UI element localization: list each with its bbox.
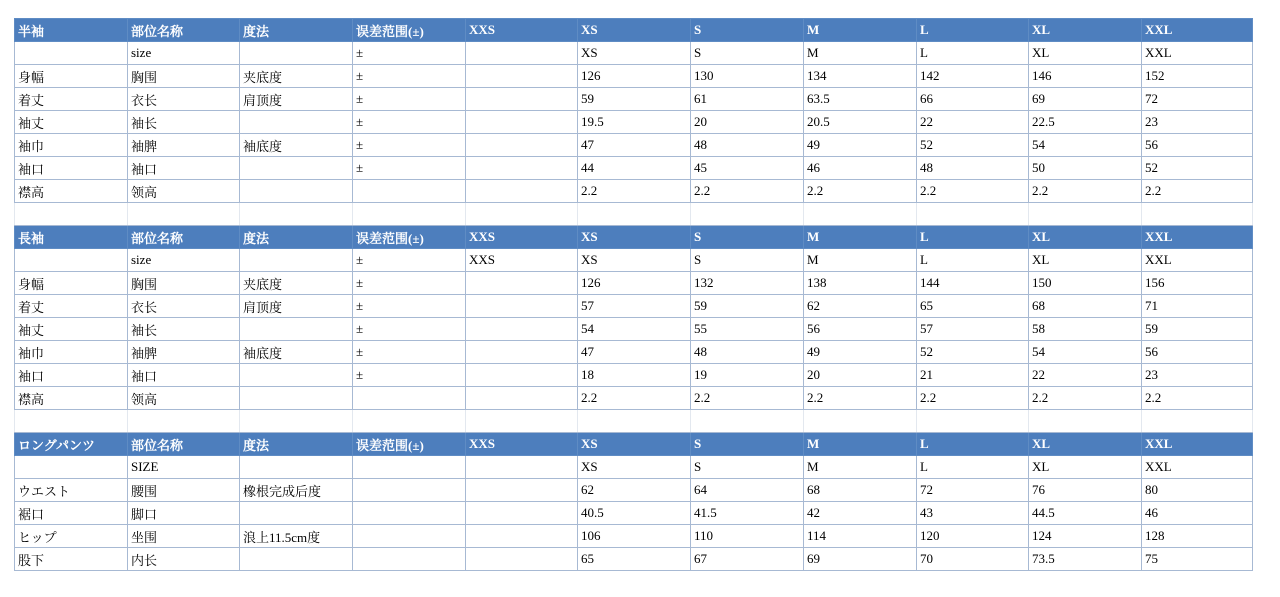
table-cell[interactable]: 106 xyxy=(578,525,691,548)
table-cell[interactable]: 68 xyxy=(804,479,917,502)
table-cell[interactable]: 18 xyxy=(578,364,691,387)
table-row xyxy=(15,341,1253,364)
table-cell[interactable] xyxy=(240,42,353,65)
table-header-row xyxy=(15,19,1253,42)
table-cell[interactable]: 56 xyxy=(1142,134,1253,157)
table-cell[interactable]: 126 xyxy=(578,272,691,295)
table-cell[interactable] xyxy=(240,502,353,525)
table-cell[interactable]: 领高 xyxy=(128,180,240,203)
table-row xyxy=(15,456,1253,479)
table-cell[interactable]: ヒップ xyxy=(15,525,128,548)
table-cell[interactable]: 袖丈 xyxy=(15,111,128,134)
table-cell[interactable]: ± xyxy=(353,111,466,134)
table-cell[interactable]: 2.2 xyxy=(578,180,691,203)
table-cell[interactable]: 62 xyxy=(804,295,917,318)
header-cell[interactable]: XXS xyxy=(466,226,578,249)
table-cell[interactable]: 袖脾 xyxy=(128,134,240,157)
table-row xyxy=(15,387,1253,410)
table-cell[interactable]: 43 xyxy=(917,502,1029,525)
table-cell[interactable]: XXS xyxy=(466,249,578,272)
table-cell[interactable]: 110 xyxy=(691,525,804,548)
table-cell[interactable]: SIZE xyxy=(128,456,240,479)
table-cell[interactable]: M xyxy=(804,456,917,479)
table-cell[interactable]: 42 xyxy=(804,502,917,525)
table-cell[interactable]: 130 xyxy=(691,65,804,88)
table-cell[interactable]: 59 xyxy=(1142,318,1253,341)
table-cell[interactable] xyxy=(240,249,353,272)
table-cell[interactable]: 41.5 xyxy=(691,502,804,525)
table-cell[interactable]: ± xyxy=(353,364,466,387)
header-cell[interactable]: 長袖 xyxy=(15,226,128,249)
empty-cell[interactable] xyxy=(691,410,804,433)
table-cell[interactable]: 52 xyxy=(917,341,1029,364)
table-cell[interactable]: ± xyxy=(353,341,466,364)
table-cell[interactable]: 胸围 xyxy=(128,65,240,88)
table-cell[interactable]: 67 xyxy=(691,548,804,571)
empty-cell[interactable] xyxy=(466,203,578,226)
table-cell[interactable]: 146 xyxy=(1029,65,1142,88)
table-cell[interactable]: L xyxy=(917,42,1029,65)
table-cell[interactable]: 56 xyxy=(804,318,917,341)
table-cell[interactable] xyxy=(466,88,578,111)
table-cell[interactable]: 股下 xyxy=(15,548,128,571)
table-header-row xyxy=(15,433,1253,456)
table-cell[interactable]: XXL xyxy=(1142,249,1253,272)
empty-cell[interactable] xyxy=(917,410,1029,433)
header-cell[interactable]: 度法 xyxy=(240,19,353,42)
table-row xyxy=(15,111,1253,134)
table-cell[interactable]: 腰围 xyxy=(128,479,240,502)
table-cell[interactable]: XS xyxy=(578,249,691,272)
table-cell[interactable]: 71 xyxy=(1142,295,1253,318)
table-cell[interactable]: 59 xyxy=(691,295,804,318)
table-cell[interactable]: 襟高 xyxy=(15,180,128,203)
header-cell[interactable]: XXL xyxy=(1142,19,1253,42)
table-cell[interactable]: 衣长 xyxy=(128,88,240,111)
table-cell[interactable]: 浪上11.5cm度 xyxy=(240,525,353,548)
table-cell[interactable] xyxy=(466,364,578,387)
table-cell[interactable]: 23 xyxy=(1142,364,1253,387)
table-cell[interactable]: 2.2 xyxy=(1142,180,1253,203)
table-cell[interactable]: 65 xyxy=(917,295,1029,318)
header-cell[interactable]: XL xyxy=(1029,226,1142,249)
empty-cell[interactable] xyxy=(466,410,578,433)
table-cell[interactable]: 袖长 xyxy=(128,111,240,134)
table-cell[interactable] xyxy=(466,111,578,134)
empty-cell[interactable] xyxy=(1029,203,1142,226)
table-cell[interactable]: size xyxy=(128,42,240,65)
table-cell[interactable] xyxy=(466,502,578,525)
table-cell[interactable]: 57 xyxy=(578,295,691,318)
table-cell[interactable]: 46 xyxy=(1142,502,1253,525)
empty-cell[interactable] xyxy=(353,203,466,226)
header-cell[interactable]: XS xyxy=(578,19,691,42)
table-cell[interactable]: 2.2 xyxy=(691,180,804,203)
table-cell[interactable]: 144 xyxy=(917,272,1029,295)
table-header-row xyxy=(15,226,1253,249)
header-cell[interactable]: XS xyxy=(578,433,691,456)
table-cell[interactable]: 20.5 xyxy=(804,111,917,134)
spacer-row xyxy=(15,410,1253,433)
table-cell[interactable]: 肩顶度 xyxy=(240,88,353,111)
table-cell[interactable] xyxy=(466,295,578,318)
empty-cell[interactable] xyxy=(1142,410,1253,433)
table-cell[interactable]: M xyxy=(804,249,917,272)
table-cell[interactable]: 衣长 xyxy=(128,295,240,318)
table-cell[interactable]: 65 xyxy=(578,548,691,571)
table-cell[interactable]: 49 xyxy=(804,134,917,157)
table-cell[interactable]: 脚口 xyxy=(128,502,240,525)
table-cell[interactable]: ± xyxy=(353,65,466,88)
table-cell[interactable]: 袖底度 xyxy=(240,341,353,364)
table-cell[interactable] xyxy=(240,180,353,203)
table-cell[interactable]: 56 xyxy=(1142,341,1253,364)
table-cell[interactable] xyxy=(466,387,578,410)
table-cell[interactable]: 19.5 xyxy=(578,111,691,134)
table-cell[interactable]: 63.5 xyxy=(804,88,917,111)
table-cell[interactable]: XL xyxy=(1029,249,1142,272)
header-cell[interactable]: 部位名称 xyxy=(128,19,240,42)
empty-cell[interactable] xyxy=(128,203,240,226)
header-cell[interactable]: ロングパンツ xyxy=(15,433,128,456)
table-cell[interactable]: 69 xyxy=(804,548,917,571)
table-cell[interactable]: 袖底度 xyxy=(240,134,353,157)
header-cell[interactable]: L xyxy=(917,226,1029,249)
empty-cell[interactable] xyxy=(15,203,128,226)
table-cell[interactable]: 2.2 xyxy=(578,387,691,410)
table-row xyxy=(15,548,1253,571)
table-cell[interactable]: 襟高 xyxy=(15,387,128,410)
table-cell[interactable]: ± xyxy=(353,295,466,318)
table-cell[interactable]: XXL xyxy=(1142,42,1253,65)
empty-cell[interactable] xyxy=(240,410,353,433)
empty-cell[interactable] xyxy=(15,410,128,433)
table-cell[interactable]: 胸围 xyxy=(128,272,240,295)
table-cell[interactable]: 80 xyxy=(1142,479,1253,502)
table-cell[interactable]: 着丈 xyxy=(15,295,128,318)
table-cell[interactable]: 裾口 xyxy=(15,502,128,525)
table-row xyxy=(15,502,1253,525)
table-cell[interactable]: XXL xyxy=(1142,456,1253,479)
table-cell[interactable]: S xyxy=(691,249,804,272)
table-cell[interactable] xyxy=(353,180,466,203)
table-cell[interactable]: 48 xyxy=(917,157,1029,180)
table-cell[interactable]: 76 xyxy=(1029,479,1142,502)
table-cell[interactable]: 袖巾 xyxy=(15,341,128,364)
empty-cell[interactable] xyxy=(578,203,691,226)
header-cell[interactable]: XXL xyxy=(1142,226,1253,249)
header-cell[interactable]: 度法 xyxy=(240,226,353,249)
table-cell[interactable] xyxy=(240,318,353,341)
table-cell[interactable]: S xyxy=(691,42,804,65)
table-cell[interactable] xyxy=(240,111,353,134)
header-cell[interactable]: 误差范围(±) xyxy=(353,226,466,249)
table-cell[interactable]: 66 xyxy=(917,88,1029,111)
table-cell[interactable]: 身幅 xyxy=(15,65,128,88)
table-cell[interactable]: 124 xyxy=(1029,525,1142,548)
table-cell[interactable]: 134 xyxy=(804,65,917,88)
empty-cell[interactable] xyxy=(240,203,353,226)
table-cell[interactable] xyxy=(466,42,578,65)
table-cell[interactable]: 62 xyxy=(578,479,691,502)
table-row xyxy=(15,88,1253,111)
table-cell[interactable]: S xyxy=(691,456,804,479)
table-cell[interactable] xyxy=(353,456,466,479)
header-cell[interactable]: 度法 xyxy=(240,433,353,456)
header-cell[interactable]: XXS xyxy=(466,19,578,42)
table-cell[interactable]: ウエスト xyxy=(15,479,128,502)
table-cell[interactable]: 75 xyxy=(1142,548,1253,571)
table-cell[interactable]: 55 xyxy=(691,318,804,341)
header-cell[interactable]: S xyxy=(691,433,804,456)
table-cell[interactable]: M xyxy=(804,42,917,65)
table-cell[interactable]: 61 xyxy=(691,88,804,111)
table-cell[interactable]: 128 xyxy=(1142,525,1253,548)
table-cell[interactable]: XS xyxy=(578,456,691,479)
empty-cell[interactable] xyxy=(917,203,1029,226)
table-cell[interactable]: 内长 xyxy=(128,548,240,571)
table-cell[interactable]: 54 xyxy=(1029,341,1142,364)
table-cell[interactable]: 2.2 xyxy=(1029,180,1142,203)
empty-cell[interactable] xyxy=(1029,410,1142,433)
table-cell[interactable]: 142 xyxy=(917,65,1029,88)
table-cell[interactable] xyxy=(15,42,128,65)
table-cell[interactable] xyxy=(353,387,466,410)
table-row xyxy=(15,318,1253,341)
table-cell[interactable]: 73.5 xyxy=(1029,548,1142,571)
table-cell[interactable]: 坐围 xyxy=(128,525,240,548)
table-cell[interactable] xyxy=(353,548,466,571)
table-cell[interactable]: 22.5 xyxy=(1029,111,1142,134)
table-cell[interactable]: 袖长 xyxy=(128,318,240,341)
size-chart-sheet xyxy=(14,18,1252,571)
table-cell[interactable]: 2.2 xyxy=(1029,387,1142,410)
table-cell[interactable] xyxy=(353,502,466,525)
size-chart-grid xyxy=(14,18,1253,571)
table-row xyxy=(15,157,1253,180)
table-cell[interactable] xyxy=(240,157,353,180)
table-cell[interactable] xyxy=(466,134,578,157)
header-cell[interactable]: XL xyxy=(1029,19,1142,42)
table-cell[interactable] xyxy=(240,456,353,479)
table-cell[interactable]: 70 xyxy=(917,548,1029,571)
spacer-row xyxy=(15,203,1253,226)
empty-cell[interactable] xyxy=(691,203,804,226)
table-cell[interactable]: 126 xyxy=(578,65,691,88)
table-cell[interactable]: 夹底度 xyxy=(240,65,353,88)
table-cell[interactable] xyxy=(466,318,578,341)
table-cell[interactable]: 114 xyxy=(804,525,917,548)
table-cell[interactable]: 138 xyxy=(804,272,917,295)
table-row xyxy=(15,134,1253,157)
table-cell[interactable]: 21 xyxy=(917,364,1029,387)
table-cell[interactable]: 夹底度 xyxy=(240,272,353,295)
table-cell[interactable]: XL xyxy=(1029,42,1142,65)
table-cell[interactable] xyxy=(15,456,128,479)
table-cell[interactable]: 22 xyxy=(1029,364,1142,387)
empty-cell[interactable] xyxy=(353,410,466,433)
table-cell[interactable]: 132 xyxy=(691,272,804,295)
table-cell[interactable]: 19 xyxy=(691,364,804,387)
table-row xyxy=(15,180,1253,203)
empty-cell[interactable] xyxy=(128,410,240,433)
table-cell[interactable]: 46 xyxy=(804,157,917,180)
table-cell[interactable]: 120 xyxy=(917,525,1029,548)
table-cell[interactable] xyxy=(353,479,466,502)
table-cell[interactable]: 2.2 xyxy=(917,387,1029,410)
table-cell[interactable]: ± xyxy=(353,318,466,341)
table-cell[interactable]: 48 xyxy=(691,134,804,157)
table-cell[interactable]: 袖口 xyxy=(128,157,240,180)
table-cell[interactable] xyxy=(466,157,578,180)
table-cell[interactable]: 袖口 xyxy=(128,364,240,387)
table-cell[interactable]: 47 xyxy=(578,341,691,364)
table-cell[interactable] xyxy=(466,479,578,502)
table-cell[interactable]: 156 xyxy=(1142,272,1253,295)
header-cell[interactable]: 部位名称 xyxy=(128,433,240,456)
table-row xyxy=(15,525,1253,548)
table-cell[interactable]: 49 xyxy=(804,341,917,364)
header-cell[interactable]: S xyxy=(691,19,804,42)
table-cell[interactable]: 2.2 xyxy=(804,180,917,203)
table-row xyxy=(15,364,1253,387)
table-cell[interactable]: 59 xyxy=(578,88,691,111)
header-cell[interactable]: L xyxy=(917,433,1029,456)
header-cell[interactable]: 部位名称 xyxy=(128,226,240,249)
header-cell[interactable]: S xyxy=(691,226,804,249)
header-cell[interactable]: L xyxy=(917,19,1029,42)
header-cell[interactable]: M xyxy=(804,226,917,249)
table-cell[interactable]: 20 xyxy=(804,364,917,387)
table-cell[interactable]: 64 xyxy=(691,479,804,502)
table-cell[interactable]: L xyxy=(917,249,1029,272)
table-cell[interactable]: L xyxy=(917,456,1029,479)
table-cell[interactable] xyxy=(240,364,353,387)
table-cell[interactable]: ± xyxy=(353,134,466,157)
table-cell[interactable]: 150 xyxy=(1029,272,1142,295)
table-cell[interactable] xyxy=(466,65,578,88)
table-cell[interactable]: 54 xyxy=(1029,134,1142,157)
header-cell[interactable]: XXL xyxy=(1142,433,1253,456)
header-cell[interactable]: M xyxy=(804,433,917,456)
table-cell[interactable]: 20 xyxy=(691,111,804,134)
header-cell[interactable]: XXS xyxy=(466,433,578,456)
table-cell[interactable]: XL xyxy=(1029,456,1142,479)
header-cell[interactable]: XS xyxy=(578,226,691,249)
table-cell[interactable]: 152 xyxy=(1142,65,1253,88)
table-cell[interactable]: 58 xyxy=(1029,318,1142,341)
table-cell[interactable] xyxy=(15,249,128,272)
header-cell[interactable]: XL xyxy=(1029,433,1142,456)
table-cell[interactable]: ± xyxy=(353,157,466,180)
table-cell[interactable]: 40.5 xyxy=(578,502,691,525)
header-cell[interactable]: 半袖 xyxy=(15,19,128,42)
table-cell[interactable] xyxy=(466,456,578,479)
table-cell[interactable] xyxy=(466,180,578,203)
table-cell[interactable]: 身幅 xyxy=(15,272,128,295)
table-cell[interactable] xyxy=(240,548,353,571)
table-cell[interactable]: 50 xyxy=(1029,157,1142,180)
table-cell[interactable] xyxy=(353,525,466,548)
table-cell[interactable]: XS xyxy=(578,42,691,65)
table-cell[interactable]: 52 xyxy=(917,134,1029,157)
empty-cell[interactable] xyxy=(804,203,917,226)
size-chart-body xyxy=(15,19,1253,571)
table-cell[interactable]: 52 xyxy=(1142,157,1253,180)
header-cell[interactable]: 误差范围(±) xyxy=(353,433,466,456)
table-cell[interactable]: 54 xyxy=(578,318,691,341)
table-cell[interactable]: 橡根完成后度 xyxy=(240,479,353,502)
table-row xyxy=(15,65,1253,88)
table-cell[interactable]: 45 xyxy=(691,157,804,180)
table-cell[interactable]: 2.2 xyxy=(1142,387,1253,410)
table-row xyxy=(15,249,1253,272)
table-row xyxy=(15,295,1253,318)
table-cell[interactable]: 2.2 xyxy=(917,180,1029,203)
table-cell[interactable]: 68 xyxy=(1029,295,1142,318)
table-cell[interactable] xyxy=(466,341,578,364)
table-cell[interactable]: ± xyxy=(353,42,466,65)
table-cell[interactable]: 袖口 xyxy=(15,157,128,180)
table-cell[interactable] xyxy=(466,548,578,571)
table-cell[interactable]: 72 xyxy=(917,479,1029,502)
table-cell[interactable]: 2.2 xyxy=(691,387,804,410)
table-cell[interactable]: 44.5 xyxy=(1029,502,1142,525)
table-cell[interactable]: 着丈 xyxy=(15,88,128,111)
table-row xyxy=(15,42,1253,65)
table-cell[interactable]: 72 xyxy=(1142,88,1253,111)
table-cell[interactable]: 57 xyxy=(917,318,1029,341)
table-cell[interactable]: 47 xyxy=(578,134,691,157)
table-cell[interactable]: 44 xyxy=(578,157,691,180)
table-cell[interactable]: 领高 xyxy=(128,387,240,410)
table-cell[interactable]: 69 xyxy=(1029,88,1142,111)
header-cell[interactable]: M xyxy=(804,19,917,42)
table-cell[interactable]: ± xyxy=(353,272,466,295)
table-cell[interactable] xyxy=(240,387,353,410)
table-cell[interactable]: size xyxy=(128,249,240,272)
table-cell[interactable] xyxy=(466,525,578,548)
table-cell[interactable]: 袖脾 xyxy=(128,341,240,364)
table-cell[interactable]: 22 xyxy=(917,111,1029,134)
table-cell[interactable]: 48 xyxy=(691,341,804,364)
table-row xyxy=(15,272,1253,295)
table-cell[interactable]: ± xyxy=(353,249,466,272)
table-cell[interactable] xyxy=(466,272,578,295)
table-cell[interactable]: 袖丈 xyxy=(15,318,128,341)
table-cell[interactable]: 肩顶度 xyxy=(240,295,353,318)
header-cell[interactable]: 误差范围(±) xyxy=(353,19,466,42)
empty-cell[interactable] xyxy=(1142,203,1253,226)
table-cell[interactable]: 2.2 xyxy=(804,387,917,410)
table-cell[interactable]: 23 xyxy=(1142,111,1253,134)
empty-cell[interactable] xyxy=(804,410,917,433)
table-row xyxy=(15,479,1253,502)
table-cell[interactable]: ± xyxy=(353,88,466,111)
empty-cell[interactable] xyxy=(578,410,691,433)
table-cell[interactable]: 袖巾 xyxy=(15,134,128,157)
table-cell[interactable]: 袖口 xyxy=(15,364,128,387)
